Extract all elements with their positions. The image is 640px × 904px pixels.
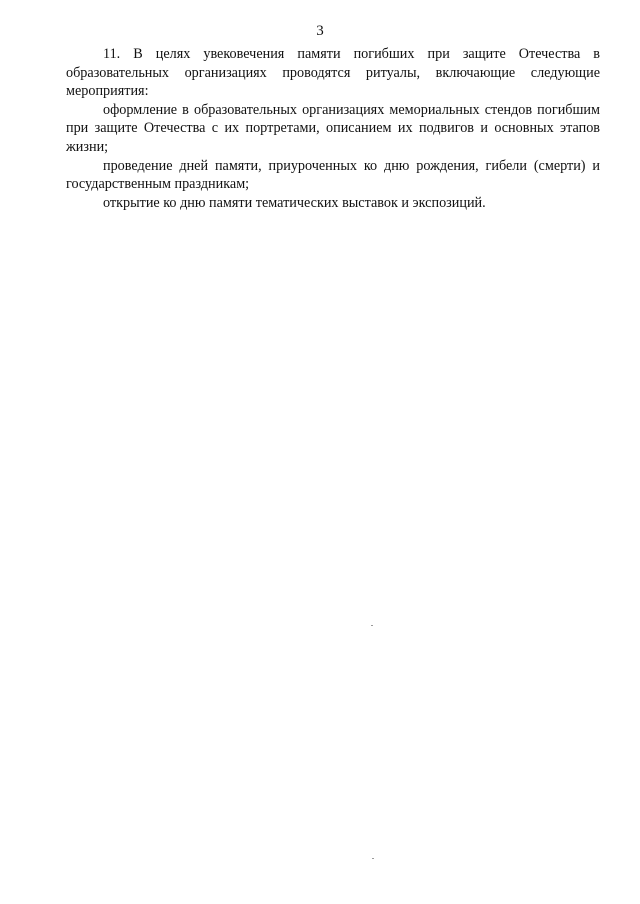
document-body — [66, 45, 600, 212]
paragraph-memory-days: проведение дней памяти, приуроченных ко дню рождения, гибели (смерти) и государственным праздникам; — [66, 157, 600, 193]
paragraph-memorial-stands: оформление в образовательных организациях мемориальных стендов погибшим при защите Отечества с их портретами, описанием их подвигов и основных этапов жизни; — [66, 101, 600, 155]
paragraph-exhibitions: открытие ко дню памяти тематических выставок и экспозиций. — [103, 194, 486, 211]
paragraph-item-11: 11. В целях увековечения памяти погибших при защите Отечества в образовательных организациях проводятся ритуалы, включающие следующие мероприятия: — [66, 46, 600, 100]
page-number: 3 — [316, 23, 324, 39]
scan-speck — [372, 858, 374, 859]
scan-speck — [371, 625, 373, 626]
